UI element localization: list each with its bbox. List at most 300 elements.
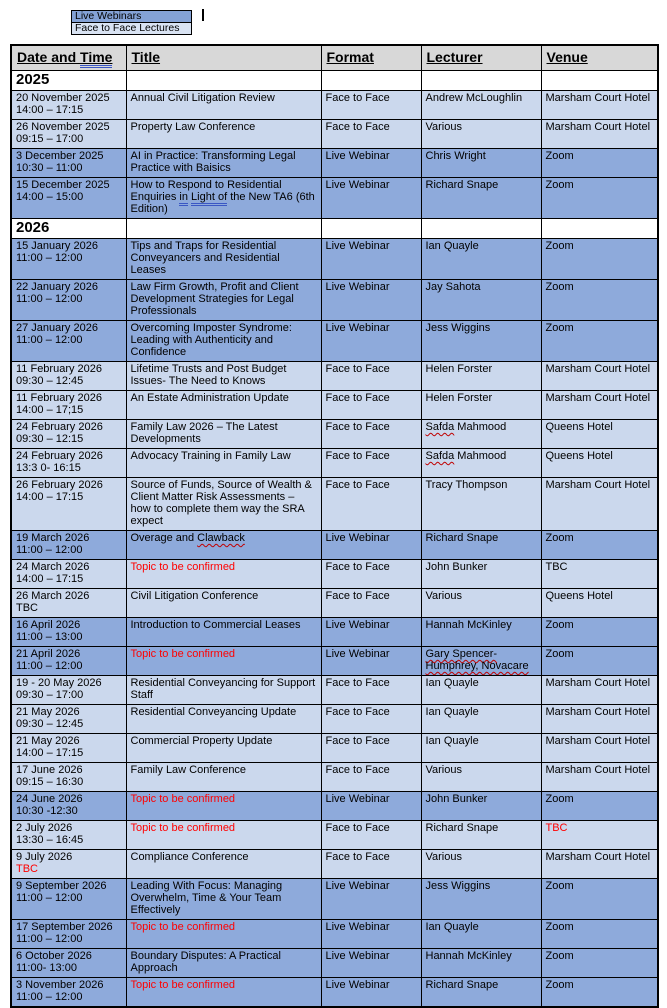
text-segment: 10:30 -12:30: [16, 805, 78, 817]
date-cell[interactable]: [11, 149, 126, 178]
text-segment: 14:00 – 15:00: [16, 191, 84, 203]
year-label-cell[interactable]: 2025: [11, 71, 126, 91]
text-segment: Helen Forster: [425, 363, 493, 375]
lecturer-cell[interactable]: [421, 618, 541, 647]
format-cell[interactable]: [321, 449, 421, 478]
title-cell[interactable]: [126, 734, 321, 763]
format-cell[interactable]: [321, 618, 421, 647]
title-cell[interactable]: [126, 239, 321, 280]
venue-cell[interactable]: [541, 850, 658, 879]
text-segment: 11 February 2026: [16, 363, 103, 375]
lecturer-cell[interactable]: [421, 362, 541, 391]
title-cell[interactable]: [126, 120, 321, 149]
text-segment: Face to Face: [325, 450, 390, 462]
venue-cell[interactable]: [541, 792, 658, 821]
title-cell[interactable]: [126, 391, 321, 420]
date-cell[interactable]: [11, 920, 126, 949]
text-segment: Ian Quayle: [425, 921, 479, 933]
lecturer-cell[interactable]: [421, 792, 541, 821]
text-segment: Humphrey, Novacare: [425, 660, 529, 672]
lecturer-cell[interactable]: [421, 149, 541, 178]
text-segment: 15 January 2026: [16, 240, 98, 252]
text-segment: Live Webinar: [325, 950, 390, 962]
format-cell[interactable]: [321, 734, 421, 763]
legend-item-face[interactable]: Face to Face Lectures: [72, 23, 191, 34]
format-cell[interactable]: [321, 821, 421, 850]
title-cell[interactable]: [126, 821, 321, 850]
text-segment: in: [179, 191, 188, 206]
text-segment: 11:00- 13:00: [16, 962, 77, 974]
text-segment: Live Webinar: [325, 150, 390, 162]
venue-cell[interactable]: [541, 478, 658, 531]
venue-cell[interactable]: [541, 676, 658, 705]
text-cursor: [202, 9, 204, 21]
title-cell[interactable]: [126, 531, 321, 560]
venue-cell[interactable]: [541, 647, 658, 676]
venue-cell[interactable]: [541, 239, 658, 280]
venue-cell[interactable]: [541, 280, 658, 321]
text-segment: 14:00 – 17:15: [16, 104, 84, 116]
text-segment: Hannah McKinley: [425, 619, 512, 631]
text-segment: Helen Forster: [425, 392, 493, 404]
venue-cell[interactable]: [541, 531, 658, 560]
date-cell[interactable]: [11, 618, 126, 647]
text-segment: Law Firm Growth, Profit and Client Development Strategies for Legal Professionals: [130, 281, 299, 317]
title-cell[interactable]: [126, 850, 321, 879]
date-cell[interactable]: [11, 734, 126, 763]
text-segment: Annual Civil Litigation Review: [130, 92, 275, 104]
date-cell[interactable]: [11, 560, 126, 589]
lecturer-cell[interactable]: [421, 391, 541, 420]
event-row: [11, 920, 658, 949]
title-cell[interactable]: [126, 149, 321, 178]
text-segment: Live Webinar: [325, 979, 390, 991]
text-segment: Mahmood: [454, 450, 507, 462]
text-segment: 26 November 2025: [16, 121, 110, 133]
event-row: [11, 149, 658, 178]
date-cell[interactable]: [11, 978, 126, 1008]
empty-cell[interactable]: [421, 71, 541, 91]
text-segment: Face to Face: [325, 92, 390, 104]
events-table: [10, 44, 659, 1008]
format-cell[interactable]: [321, 949, 421, 978]
text-segment: 11:00 – 12:00: [16, 892, 83, 904]
title-cell[interactable]: [126, 91, 321, 120]
date-cell[interactable]: [11, 239, 126, 280]
venue-cell[interactable]: [541, 321, 658, 362]
empty-cell[interactable]: [321, 219, 421, 239]
text-segment: 24 March 2026: [16, 561, 90, 573]
format-cell[interactable]: [321, 763, 421, 792]
title-cell[interactable]: [126, 362, 321, 391]
venue-cell[interactable]: [541, 949, 658, 978]
lecturer-cell[interactable]: [421, 120, 541, 149]
lecturer-cell[interactable]: [421, 560, 541, 589]
text-segment: AI in Practice: Transforming Legal Practice with Baisics: [130, 150, 296, 174]
text-segment: Mahmood: [454, 421, 507, 433]
date-cell[interactable]: [11, 321, 126, 362]
title-cell[interactable]: [126, 792, 321, 821]
lecturer-cell[interactable]: [421, 531, 541, 560]
column-header-title[interactable]: [126, 45, 321, 71]
text-segment: Face to Face: [325, 479, 390, 491]
venue-cell[interactable]: [541, 763, 658, 792]
text-segment: Richard Snape: [425, 532, 499, 544]
format-cell[interactable]: [321, 149, 421, 178]
title-cell[interactable]: [126, 978, 321, 1008]
title-cell[interactable]: [126, 647, 321, 676]
text-segment: Source of Funds, Source of Wealth & Client Matter Risk Assessments – how to complete them way the SRA expect: [130, 479, 312, 527]
text-segment: 6 October 2026: [16, 950, 92, 962]
venue-cell[interactable]: [541, 618, 658, 647]
empty-cell[interactable]: [541, 71, 658, 91]
title-cell[interactable]: [126, 676, 321, 705]
text-segment: 21 May 2026: [16, 706, 80, 718]
event-row: [11, 978, 658, 1008]
format-cell[interactable]: [321, 321, 421, 362]
event-row: [11, 879, 658, 920]
column-header-date-and-time[interactable]: [11, 45, 126, 71]
format-cell[interactable]: [321, 705, 421, 734]
format-cell[interactable]: [321, 792, 421, 821]
text-segment: How to Respond to Residential Enquiries: [130, 179, 282, 203]
title-cell[interactable]: [126, 560, 321, 589]
text-segment: Live Webinar: [325, 880, 390, 892]
title-cell[interactable]: [126, 618, 321, 647]
text-segment: Zoom: [545, 950, 574, 962]
venue-cell[interactable]: [541, 734, 658, 763]
text-segment: Zoom: [545, 979, 574, 991]
text-segment: Tips and Traps for Residential Conveyancers and Residential Leases: [130, 240, 280, 276]
event-row: [11, 449, 658, 478]
venue-cell[interactable]: [541, 449, 658, 478]
text-segment: Topic to be confirmed: [130, 561, 236, 573]
venue-cell[interactable]: [541, 391, 658, 420]
text-segment: 17 September 2026: [16, 921, 113, 933]
event-row: [11, 734, 658, 763]
text-segment: Overage and: [130, 532, 198, 544]
text-segment: Face to Face: [325, 561, 390, 573]
format-cell[interactable]: [321, 850, 421, 879]
lecturer-cell[interactable]: [421, 734, 541, 763]
text-segment: Face to Face: [325, 822, 390, 834]
legend-item-webinar[interactable]: Live Webinars: [72, 11, 191, 23]
year-label-cell[interactable]: 2026: [11, 219, 126, 239]
format-cell[interactable]: [321, 120, 421, 149]
format-cell[interactable]: [321, 676, 421, 705]
title-cell[interactable]: [126, 321, 321, 362]
text-segment: Live Webinar: [325, 648, 390, 660]
text-segment: TBC: [545, 822, 568, 834]
text-segment: Residential Conveyancing Update: [130, 706, 297, 718]
text-segment: Introduction to Commercial Leases: [130, 619, 301, 631]
title-cell[interactable]: [126, 949, 321, 978]
format-cell[interactable]: [321, 920, 421, 949]
text-segment: Various: [425, 764, 462, 776]
venue-cell[interactable]: [541, 362, 658, 391]
date-cell[interactable]: [11, 879, 126, 920]
text-segment: Format: [326, 49, 374, 65]
format-cell[interactable]: [321, 91, 421, 120]
date-cell[interactable]: [11, 420, 126, 449]
text-segment: Compliance Conference: [130, 851, 249, 863]
empty-cell[interactable]: [421, 219, 541, 239]
text-segment: Live Webinar: [325, 793, 390, 805]
lecturer-cell[interactable]: [421, 920, 541, 949]
date-cell[interactable]: [11, 280, 126, 321]
lecturer-cell[interactable]: [421, 449, 541, 478]
lecturer-cell[interactable]: [421, 239, 541, 280]
lecturer-cell[interactable]: [421, 821, 541, 850]
text-segment: 17 June 2026: [16, 764, 83, 776]
text-segment: Zoom: [545, 619, 574, 631]
event-row: [11, 821, 658, 850]
format-cell[interactable]: [321, 362, 421, 391]
empty-cell[interactable]: [126, 71, 321, 91]
format-cell[interactable]: [321, 978, 421, 1008]
venue-cell[interactable]: [541, 705, 658, 734]
text-segment: TBC: [16, 863, 38, 875]
title-cell[interactable]: [126, 478, 321, 531]
title-cell[interactable]: [126, 589, 321, 618]
legend: [71, 10, 192, 35]
text-segment: Chris Wright: [425, 150, 486, 162]
date-cell[interactable]: [11, 792, 126, 821]
text-segment: John Bunker: [425, 793, 488, 805]
text-segment: Civil Litigation Conference: [130, 590, 259, 602]
text-segment: Various: [425, 590, 462, 602]
event-row: [11, 362, 658, 391]
lecturer-cell[interactable]: [421, 949, 541, 978]
text-segment: Richard Snape: [425, 822, 499, 834]
text-segment: 24 February 2026: [16, 421, 103, 433]
text-segment: 16 April 2026: [16, 619, 81, 631]
date-cell[interactable]: [11, 449, 126, 478]
venue-cell[interactable]: [541, 978, 658, 1008]
title-cell[interactable]: [126, 879, 321, 920]
header-row: [11, 45, 658, 71]
text-segment: 22 January 2026: [16, 281, 98, 293]
text-segment: 19 - 20 May 2026: [16, 677, 102, 689]
text-segment: 14:00 – 17;15: [16, 404, 84, 416]
title-cell[interactable]: [126, 178, 321, 219]
text-segment: Commercial Property Update: [130, 735, 273, 747]
text-segment: Various: [425, 121, 462, 133]
venue-cell[interactable]: [541, 149, 658, 178]
lecturer-cell[interactable]: [421, 705, 541, 734]
format-cell[interactable]: [321, 478, 421, 531]
format-cell[interactable]: [321, 531, 421, 560]
title-cell[interactable]: [126, 920, 321, 949]
date-cell[interactable]: [11, 178, 126, 219]
text-segment: Topic to be confirmed: [130, 648, 236, 660]
lecturer-cell[interactable]: [421, 978, 541, 1008]
text-segment: Topic to be confirmed: [130, 921, 236, 933]
text-segment: Zoom: [545, 150, 574, 162]
date-cell[interactable]: [11, 763, 126, 792]
lecturer-cell[interactable]: [421, 178, 541, 219]
event-row: [11, 647, 658, 676]
format-cell[interactable]: [321, 178, 421, 219]
text-segment: Face to Face: [325, 421, 390, 433]
format-cell[interactable]: [321, 879, 421, 920]
event-row: [11, 178, 658, 219]
date-cell[interactable]: [11, 531, 126, 560]
date-cell[interactable]: [11, 949, 126, 978]
event-row: [11, 763, 658, 792]
text-segment: 11:00 – 12:00: [16, 660, 83, 672]
text-segment: Queens Hotel: [545, 421, 613, 433]
event-row: [11, 618, 658, 647]
lecturer-cell[interactable]: [421, 879, 541, 920]
text-segment: Various: [425, 851, 462, 863]
text-segment: 09:30 – 12:15: [16, 433, 84, 445]
event-row: [11, 531, 658, 560]
format-cell[interactable]: [321, 647, 421, 676]
lecturer-cell[interactable]: [421, 850, 541, 879]
text-segment: Ian Quayle: [425, 240, 479, 252]
text-segment: 14:00 – 17:15: [16, 491, 84, 503]
text-segment: Queens Hotel: [545, 450, 613, 462]
text-segment: Face to Face: [325, 851, 390, 863]
format-cell[interactable]: [321, 420, 421, 449]
text-segment: Zoom: [545, 532, 574, 544]
event-row: [11, 280, 658, 321]
text-segment: 21 May 2026: [16, 735, 80, 747]
lecturer-cell[interactable]: [421, 420, 541, 449]
date-cell[interactable]: [11, 362, 126, 391]
text-segment: 21 April 2026: [16, 648, 81, 660]
text-segment: Venue: [546, 49, 588, 65]
text-segment: Topic to be confirmed: [130, 822, 236, 834]
event-row: [11, 321, 658, 362]
text-segment: 11:00 – 13:00: [16, 631, 83, 643]
venue-cell[interactable]: [541, 91, 658, 120]
lecturer-cell[interactable]: [421, 321, 541, 362]
text-segment: Face to Face: [325, 706, 390, 718]
date-cell[interactable]: [11, 91, 126, 120]
text-segment: Live Webinar: [325, 532, 390, 544]
text-segment: Face to Face: [325, 735, 390, 747]
text-segment: Marsham Court Hotel: [545, 851, 651, 863]
empty-cell[interactable]: [126, 219, 321, 239]
text-segment: 3 December 2025: [16, 150, 104, 162]
venue-cell[interactable]: [541, 589, 658, 618]
text-segment: Face to Face: [325, 677, 390, 689]
date-cell[interactable]: [11, 705, 126, 734]
column-header-venue[interactable]: [541, 45, 658, 71]
lecturer-cell[interactable]: [421, 647, 541, 676]
text-segment: Marsham Court Hotel: [545, 479, 651, 491]
event-row: [11, 792, 658, 821]
format-cell[interactable]: [321, 391, 421, 420]
venue-cell[interactable]: [541, 821, 658, 850]
title-cell[interactable]: [126, 705, 321, 734]
venue-cell[interactable]: [541, 420, 658, 449]
event-row: [11, 560, 658, 589]
year-row: [11, 71, 658, 91]
text-segment: Light of: [191, 191, 227, 206]
date-cell[interactable]: [11, 391, 126, 420]
text-segment: Safda: [425, 421, 455, 433]
venue-cell[interactable]: [541, 560, 658, 589]
text-segment: Zoom: [545, 179, 574, 191]
empty-cell[interactable]: [321, 71, 421, 91]
text-segment: Lecturer: [426, 49, 483, 65]
column-header-lecturer[interactable]: [421, 45, 541, 71]
text-segment: 09:30 – 12:45: [16, 718, 84, 730]
text-segment: 11:00 – 12:00: [16, 991, 83, 1003]
text-segment: Ian Quayle: [425, 735, 479, 747]
title-cell[interactable]: [126, 280, 321, 321]
lecturer-cell[interactable]: [421, 589, 541, 618]
empty-cell[interactable]: [541, 219, 658, 239]
text-segment: the New TA6 (6th Edition): [130, 191, 315, 215]
lecturer-cell[interactable]: [421, 676, 541, 705]
text-segment: Live Webinar: [325, 619, 390, 631]
date-cell[interactable]: [11, 647, 126, 676]
event-row: [11, 420, 658, 449]
date-cell[interactable]: [11, 478, 126, 531]
date-cell[interactable]: [11, 850, 126, 879]
text-segment: Clawback: [197, 532, 245, 544]
text-segment: John Bunker: [425, 561, 488, 573]
text-segment: 2 July 2026: [16, 822, 73, 834]
event-row: [11, 676, 658, 705]
text-segment: 14:00 – 17:15: [16, 573, 84, 585]
text-segment: Marsham Court Hotel: [545, 92, 651, 104]
venue-cell[interactable]: [541, 920, 658, 949]
text-segment: Leading With Focus: Managing Overwhelm, Time & Your Team Effectively: [130, 880, 283, 916]
event-row: [11, 91, 658, 120]
text-segment: Hannah McKinley: [425, 950, 512, 962]
title-cell[interactable]: [126, 763, 321, 792]
venue-cell[interactable]: [541, 120, 658, 149]
text-segment: 15 December 2025: [16, 179, 110, 191]
format-cell[interactable]: [321, 560, 421, 589]
venue-cell[interactable]: [541, 879, 658, 920]
format-cell[interactable]: [321, 589, 421, 618]
text-segment: Date and: [17, 49, 81, 65]
format-cell[interactable]: [321, 239, 421, 280]
date-cell[interactable]: [11, 120, 126, 149]
venue-cell[interactable]: [541, 178, 658, 219]
text-segment: Time: [80, 49, 112, 68]
title-cell[interactable]: [126, 449, 321, 478]
date-cell[interactable]: [11, 821, 126, 850]
date-cell[interactable]: [11, 589, 126, 618]
text-segment: Live Webinar: [325, 281, 390, 293]
lecturer-cell[interactable]: [421, 763, 541, 792]
text-segment: 9 July 2026: [16, 851, 73, 863]
text-segment: Boundary Disputes: A Practical Approach: [130, 950, 281, 974]
text-segment: 24 June 2026: [16, 793, 83, 805]
text-segment: 27 January 2026: [16, 322, 98, 334]
lecturer-cell[interactable]: [421, 280, 541, 321]
event-row: [11, 589, 658, 618]
format-cell[interactable]: [321, 280, 421, 321]
title-cell[interactable]: [126, 420, 321, 449]
text-segment: TBC: [16, 602, 38, 614]
text-segment: Zoom: [545, 240, 574, 252]
date-cell[interactable]: [11, 676, 126, 705]
lecturer-cell[interactable]: [421, 91, 541, 120]
text-segment: Live Webinar: [325, 322, 390, 334]
text-segment: Property Law Conference: [130, 121, 256, 133]
text-segment: Marsham Court Hotel: [545, 677, 651, 689]
column-header-format[interactable]: [321, 45, 421, 71]
lecturer-cell[interactable]: [421, 478, 541, 531]
